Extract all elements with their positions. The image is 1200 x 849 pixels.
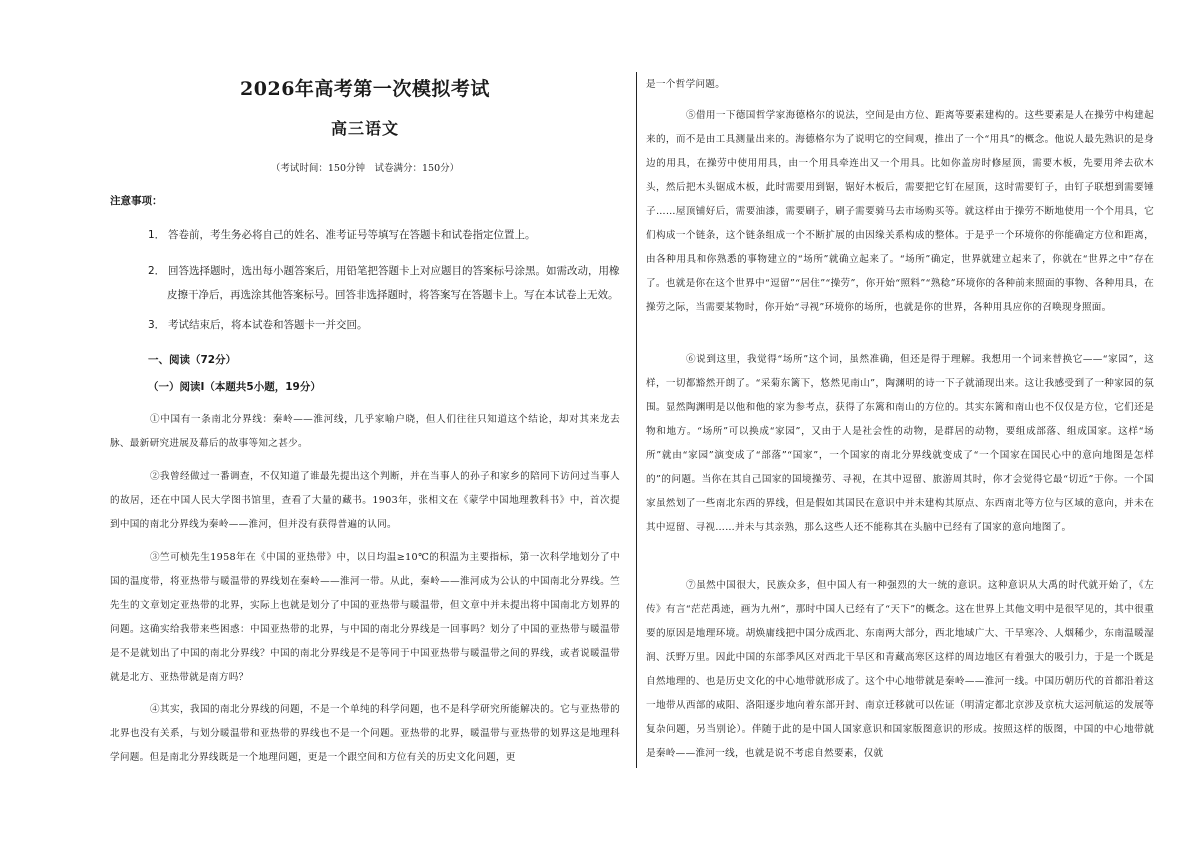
notice-item: 2． 回答选择题时，选出每小题答案后，用铅笔把答题卡上对应题目的答案标号涂黑。如需改动，用橡 [148,265,620,277]
exam-title: 2026年高考第一次模拟考试 [240,78,490,100]
right-paragraph-7: ⑦虽然中国很大，民族众多，但中国人有一种强烈的大一统的意识。这种意识从大禹的时代就开始了，《左传》有言“茫茫禹迹，画为九州”，那时中国人已经有了“天下”的概念。这在世界上其他文明中是很罕见的，其中很重要的原因是地理环境。胡焕庸线把中国分成西北、东南两大部分，西北地域广大、干旱寒冷、人烟稀少，东南温暖湿润、沃野万里。因此中国的东部季风区对西北干旱区和青藏高寒区这样的周边地区有着强大的吸引力，于是一个既是自然地理的、也是历史文化的中心地带就形成了。这个中心地带就是秦岭——淮河一线。中国历朝历代的首都沿着这一地带从西部的咸阳、洛阳逐步地向着东部开封、南京迁移就可以佐证（明清定都北京涉及京杭大运河航运的发展等复杂问题，另当别论）。伴随于此的是中国人国家意识和国家版图意识的形成。按照这样的版图，中国的中心地带就是秦岭——淮河一线，也就是说不考虑自然要素，仅就 [646,580,1154,759]
right-paragraph-5: ⑤借用一下德国哲学家海德格尔的说法，空间是由方位、距离等要素建构的。这些要素是人在操劳中构建起来的，而不是由工具测量出来的。海德格尔为了说明它的空间观，推出了一个“用具”的概念。他说人最先熟识的是身边的用具，在操劳中使用用具，由一个用具牵连出又一个用具。比如你盖房时修屋顶，需要木板，先要用斧去砍木头，然后把木头锯成木板，此时需要用到锯，锯好木板后，需要把它钉在屋顶，这时需要钉子，由钉子联想到需要锤子……屋顶铺好后，需要油漆，需要刷子，刷子需要骑马去市场购买等。就这样由于操劳不断地使用一个个用具，它们构成一个链条，这个链条组成一个不断扩展的由因缘关系构成的整体。于是乎一个环境你的你能确定方位和距离，由各种用具和你熟悉的事物建立的“场所”就确立起来了。“场所”确定，世界就建立起来了，你就在“世界之中”存在了。也就是你在这个世界中“逗留”“居住”“操劳”，你开始“照料”“熟稔”环境你的各种前来照面的事物、各种用具，在操劳之际，当需要某物时，你开始“寻视”环境你的场所，也就是你的世界，各种用具应你的召唤现身照面。 [646,110,1154,313]
notice-heading: 注意事项： [110,195,163,207]
section-heading-reading1: （一）阅读Ⅰ（本题共5小题，19分） [148,381,321,393]
right-paragraph-0: 是一个哲学问题。 [646,79,726,90]
notice-item-cont: 皮擦干净后，再选涂其他答案标号。回答非选择题时，将答案写在答题卡上。写在本试卷上无效。 [167,289,619,301]
exam-meta: （考试时间：150分钟 试卷满分：150分） [270,163,460,174]
right-paragraph-6: ⑥说到这里，我觉得“场所”这个词，虽然准确，但还是得于理解。我想用一个词来替换它——“家园”，这样，一切都豁然开朗了。“采菊东篱下，悠然见南山”，陶渊明的诗一下子就涌现出来。这让我感受到了一种家园的氛围。显然陶渊明是以他和他的家为参考点，获得了东篱和南山的方位的。其实东篱和南山也不仅仅是方位，它们还是物和地方。“场所”可以换成“家园”，又由于人是社会性的动物，是群居的动物，要组成部落、组成国家。这样“场所”就由“家园”演变成了“部落”“国家”，一个国家的南北分界线就变成了“一个国家在国民心中的意向地图是怎样的”的问题。当你在其自己国家的国境操劳、寻视，在其中逗留、旅游周其时，你才会觉得它最“切近”于你。一个国家虽然划了一些南北东西的界线，但是假如其国民在意识中并未建构其原点、东西南北等方位与区域的意向，并未在其中逗留、寻视……并未与其亲熟，那么这些人还不能称其在头脑中已经有了国家的意向地图了。 [646,354,1154,533]
notice-item: 3． 考试结束后，将本试卷和答题卡一并交回。 [148,319,368,331]
section-heading-reading: 一、阅读（72分） [148,354,237,366]
left-paragraph-3: ③竺可桢先生1958年在《中国的亚热带》中，以日均温≥10℃的积温为主要指标，第一次科学地划分了中国的温度带，将亚热带与暖温带的界线划在秦岭——淮河一带。从此，秦岭——淮河成为公认的中国南北分界线。竺先生的文章划定亚热带的北界，实际上也就是划分了中国的亚热带与暖温带，但文章中并未提出将中国南北方划界的问题。这确实给我带来些困惑：中国亚热带的北界，与中国的南北分界线是一回事吗？划分了中国的亚热带与暖温带是不是就划出了中国的南北分界线？中国的南北分界线是不是等同于中国亚热带与暖温带之间的界线，或者说暖温带就是北方、亚热带就是南方吗？ [110,552,620,683]
left-paragraph-2: ②我曾经做过一番调查，不仅知道了谁最先提出这个判断，并在当事人的孙子和家乡的陪同下访问过当事人的故居，还在中国人民大学图书馆里，查看了大量的藏书。1903年，张相文在《蒙学中国地理教科书》中，首次提到中国的南北分界线为秦岭——淮河，但并没有获得普遍的认同。 [110,471,620,530]
left-paragraph-4: ④其实，我国的南北分界线的问题，不是一个单纯的科学问题，也不是科学研究所能解决的。它与亚热带的北界也没有关系，与划分暖温带和亚热带的界线也不是一个问题。亚热带的北界，暖温带与亚热带的划界这是地理科学问题。但是南北分界线既是一个地理问题，更是一个跟空间和方位有关的历史文化问题，更 [110,704,620,763]
notice-item: 1． 答卷前，考生务必将自己的姓名、准考证号等填写在答题卡和试卷指定位置上。 [148,229,536,241]
column-divider [636,72,637,768]
exam-subtitle: 高三语文 [330,119,399,138]
left-paragraph-1: ①中国有一条南北分界线：秦岭——淮河线，几乎家喻户晓，但人们往往只知道这个结论，却对其来龙去脉、最新研究进展及幕后的故事等知之甚少。 [110,414,620,449]
